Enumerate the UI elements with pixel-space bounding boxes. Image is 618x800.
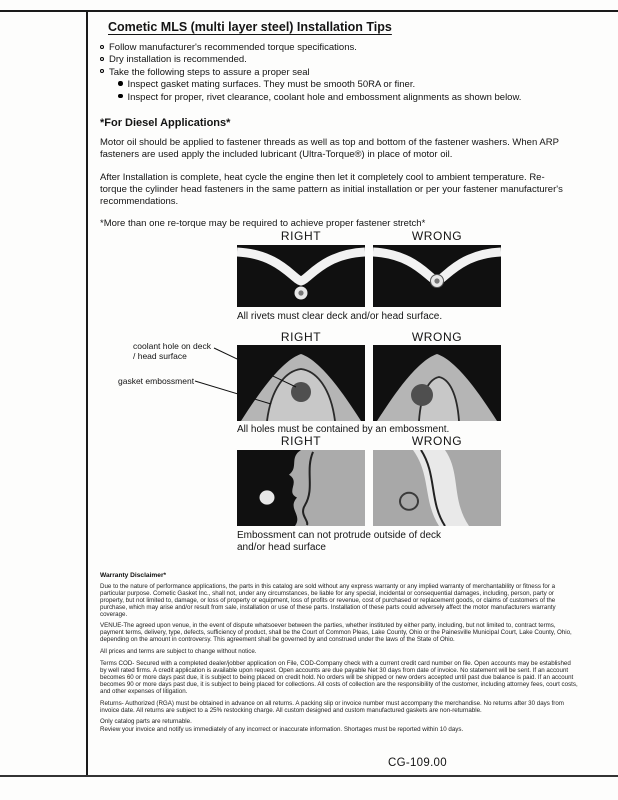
page-title: Cometic MLS (multi layer steel) Installation Tips	[108, 20, 392, 34]
fig1-right-label: RIGHT	[280, 229, 322, 243]
fig1-right-panel	[237, 245, 365, 307]
tip-text: Take the following steps to assure a proper seal	[109, 66, 310, 78]
fig3-caption-line1: Embossment can not protrude outside of deck	[237, 530, 442, 541]
fig3-right-panel	[237, 450, 365, 526]
hole-contained-diagram	[237, 345, 365, 421]
fig1-caption: All rivets must clear deck and/or head surface.	[237, 311, 443, 322]
fig3-wrong-panel	[373, 450, 501, 526]
warranty-paragraph: Due to the nature of performance applications, the parts in this catalog are sold without any express warranty or any implied warranty of merchantability or fitness for a particular purpose. Cometic Gasket Inc., shall not, under any circumstances, be liable for any special, incidental or consequential damages, including, person, party or property, but not limited to, damage, or loss of property or equipment, loss of profits or revenue, cost of purchased or replacement goods, or claims of customers of the purchase, which may arise and/or result from sale, installation or use of these parts. Installation of these parts could adversely affect the motor manufacturers warranty coverage.	[100, 582, 556, 618]
diesel-heading: *For Diesel Applications*	[100, 117, 231, 129]
tip-item	[100, 67, 572, 79]
warranty-paragraph: Only catalog parts are returnable.	[100, 718, 192, 726]
left-border-rule	[86, 10, 88, 776]
fig2-wrong-panel	[373, 345, 501, 421]
coolant-hole-annotation: coolant hole on deck / head surface	[133, 341, 211, 361]
fig3-caption	[237, 530, 517, 554]
bottom-border-rule	[0, 775, 618, 777]
warranty-disclaimer-section	[100, 573, 579, 739]
filled-bullet-icon	[118, 81, 123, 86]
tip-sub-item	[118, 79, 572, 91]
fig3-caption-line2: and/or head surface	[237, 542, 326, 553]
warranty-paragraph: VENUE-The agreed upon venue, in the event of dispute whatsoever between the parties, whether instituted by either party, including, but not limited to, contract terms, payment terms, delivery, type, defects, sufficiency of product, shall be the Court of Common Pleas, Lake County, Ohio or the Painesville Municipal Court, Lake County, Ohio, depending on the amount in controversy. This agreement shall be governed by and construed under the laws of the State of Ohio.	[100, 622, 572, 644]
gasket-embossment-annotation: gasket embossment	[118, 376, 195, 386]
fig3-right-label: RIGHT	[280, 434, 322, 448]
tip-text: Follow manufacturer's recommended torque specifications.	[109, 42, 357, 53]
diesel-paragraph: After Installation is complete, heat cycle the engine then let it completely cool to ambient temperature. Re-torque the cylinder head fasteners in the same pattern as initial installation or per your fastener manufacturer's recommendations.	[100, 171, 563, 208]
fig2-wrong-label: WRONG	[411, 330, 463, 344]
tip-text: Dry installation is recommended.	[109, 54, 247, 66]
embossment-protrude-diagram	[373, 450, 501, 526]
fig2-right-panel	[237, 345, 365, 421]
diesel-paragraph: Motor oil should be applied to fastener threads as well as top and bottom of the fastener washers. When ARP fasteners are used apply the included lubricant (Ultra-Torque®) in place of motor oil.	[100, 137, 559, 161]
fig1-wrong-panel	[373, 245, 501, 307]
top-border-rule	[0, 10, 618, 12]
fig1-wrong-label: WRONG	[411, 229, 463, 243]
tip-text: Inspect gasket mating surfaces. They must be smooth 50RA or finer.	[127, 79, 416, 91]
tip-item	[100, 54, 572, 66]
warranty-paragraph: Terms COD- Secured with a completed dealer/jobber application on File, COD-Company check with a current credit card number on file. Open accounts may be established by well rated firms. A credit application is available upon request. Open accounts are due payable Net 30 days from date of invoice. No statement will be sent. If an account becomes 60 or more days past due, it is subject to being placed on credit hold. No orders will be shipped or new orders accepted until past due balance is paid. If an account becomes 90 or more days past due, it is subject to being placed for collections. All costs of collection are the responsibility of the customer, including attorney fees, court costs, and other expenses of litigation.	[100, 660, 578, 695]
open-bullet-icon	[100, 57, 104, 61]
hole-outside-diagram	[373, 345, 501, 421]
warranty-paragraph: All prices and terms are subject to change without notice.	[100, 648, 257, 656]
warranty-paragraph: Returns- Authorized (RGA) must be obtained in advance on all returns. A packing slip or invoice number must accompany the merchandise. No returns after 30 days from invoice date. All returns are subject to a 25% restocking charge. All custom designed and custom manufactured gaskets are non-returnable.	[100, 699, 564, 714]
warranty-paragraph: Review your invoice and notify us immediately of any incorrect or inaccurate information. Shortages must be reported within 10 days.	[100, 726, 464, 734]
warranty-heading: Warranty Disclaimer*	[100, 572, 167, 579]
page-code: CG-109.00	[388, 757, 447, 769]
rivet-overlap-diagram	[373, 245, 501, 307]
diesel-applications-section	[100, 117, 564, 230]
installation-tips-list	[100, 42, 572, 104]
rivet-clear-diagram	[237, 245, 365, 307]
embossment-inside-diagram	[237, 450, 365, 526]
open-bullet-icon	[100, 69, 104, 73]
fig3-wrong-label: WRONG	[411, 434, 463, 448]
tip-sub-item	[118, 92, 572, 104]
fig2-right-label: RIGHT	[280, 330, 322, 344]
retorque-note: *More than one re-torque may be required to achieve proper fastener stretch*	[100, 218, 426, 230]
tip-text: Inspect for proper, rivet clearance, coolant hole and embossment alignments as shown below.	[127, 91, 522, 103]
filled-bullet-icon	[118, 94, 123, 99]
fig2-caption: All holes must be contained by an embossment.	[237, 424, 450, 435]
tip-item	[100, 42, 572, 54]
open-bullet-icon	[100, 45, 104, 49]
